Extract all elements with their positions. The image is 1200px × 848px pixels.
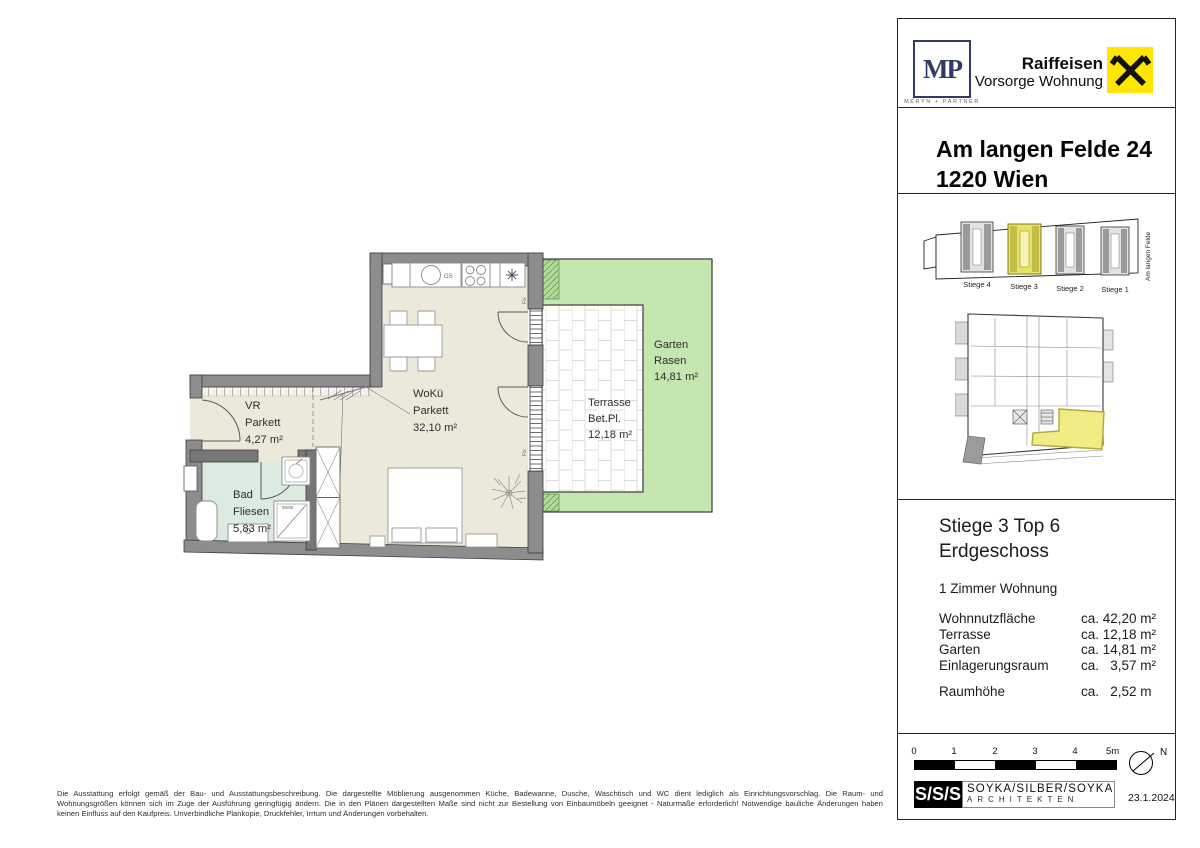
chair: [390, 311, 407, 325]
svg-text:Fliesen: Fliesen: [233, 506, 270, 518]
bush-hatch-bottom: [543, 494, 559, 511]
scale-tick: 2: [992, 746, 998, 757]
svg-text:Parkett: Parkett: [413, 405, 449, 417]
svg-text:4,27 m²: 4,27 m²: [245, 434, 283, 446]
north-arrow-icon: [1124, 744, 1160, 780]
stiege1-label: Stiege 1: [1101, 285, 1129, 294]
table-row: Garten ca. 14,81 m²: [939, 642, 1157, 657]
chair: [418, 311, 435, 325]
stiege4-label: Stiege 4: [963, 280, 991, 289]
disclaimer-line: Wohnungsgrößen können sich im Zuge der Ausführung geringfügig ändern. Die in den Plänen dargestellten Maße sind nicht zur Bestellung von Einbaumöbeln geeignet - Naturmaße erforderlich! Notwendige bauliche Änderungen haben: [57, 798, 883, 808]
svg-text:32,10 m²: 32,10 m²: [413, 422, 458, 434]
room-label-garten: Garten: [654, 339, 689, 351]
scale-tick: 3: [1032, 746, 1038, 757]
wardrobe: [316, 447, 340, 548]
dining-table: [384, 325, 442, 357]
stiege2-label: Stiege 2: [1056, 284, 1084, 293]
north-label: N: [1160, 747, 1168, 758]
wall-left-a: [190, 375, 202, 398]
svg-text:Bet.Pl.: Bet.Pl.: [588, 413, 621, 425]
wall-right-c: [528, 471, 543, 553]
unit-title: [939, 514, 1175, 564]
scale-bar: [914, 760, 1117, 770]
wall-niche: [184, 466, 197, 491]
svg-text:Parkett: Parkett: [245, 417, 281, 429]
logo-section: [898, 19, 1175, 108]
stiege3-label: Stiege 3: [1010, 282, 1038, 291]
bush-hatch-top: [543, 260, 559, 299]
table-row: Einlagerungsraum ca. 3,57 m²: [939, 657, 1157, 673]
mp-logo: [913, 40, 971, 98]
disclaimer: [57, 789, 883, 818]
window-lower: [530, 386, 542, 471]
mp-monogram: MP: [923, 53, 961, 84]
bed-cushion: [392, 528, 421, 542]
wall-right-b: [528, 345, 543, 386]
architect-logo: S/S/S: [914, 781, 962, 808]
site-plan-thumbnail: [918, 211, 1158, 296]
architect-name-box: [962, 781, 1115, 808]
architect-subtitle: ARCHITEKTEN: [967, 795, 1079, 804]
area-table: [939, 611, 1175, 700]
unit-info-section: [898, 500, 1175, 734]
room-label-bad: Bad: [233, 489, 253, 501]
fix-label-top: Fix: [522, 297, 528, 304]
kitchen: [383, 263, 525, 287]
apartment-type: 1 Zimmer Wohnung: [939, 581, 1058, 596]
wall-upper-left: [370, 253, 382, 387]
wall-bath-top-left: [190, 450, 258, 462]
room-label-terrasse: Terrasse: [588, 397, 631, 409]
scale-tick: 4: [1072, 746, 1078, 757]
bed-cushion: [426, 528, 457, 542]
block-stiege4: [961, 222, 993, 272]
block-stiege1: [1101, 227, 1129, 275]
raiffeisen-gable-cross-icon: [1107, 47, 1153, 93]
svg-text:Rasen: Rasen: [654, 355, 687, 367]
wall-annex-top: [190, 375, 370, 387]
terrace-glazing: [530, 309, 542, 471]
kitchen-counter: [392, 263, 525, 287]
room-label-woku: WoKü: [413, 388, 444, 400]
sideboard: [466, 534, 497, 547]
footer-section: [898, 734, 1175, 819]
gable-cross-icon: [1107, 47, 1153, 93]
floor-overview-thumbnail: [955, 306, 1115, 471]
block-stiege3-highlighted: [1008, 224, 1041, 274]
chair: [390, 357, 407, 371]
raiffeisen-wordmark: Raiffeisen Vorsorge Wohnung: [974, 54, 1103, 90]
svg-text:5,83 m²: 5,83 m²: [233, 523, 271, 535]
unit-title-line2: Erdgeschoss: [939, 541, 1049, 562]
room-height-row: Raumhöhe ca. 2,52 m: [939, 684, 1152, 699]
ceiling-hatch-band: [202, 387, 370, 396]
shower-size-label: 90/90: [282, 505, 294, 510]
table-row: Wohnnutzfläche ca. 42,20 m²: [939, 611, 1157, 626]
project-address: [898, 108, 1175, 194]
block-stiege2: [1056, 226, 1084, 274]
street-label: Am langen Felde: [1145, 231, 1152, 281]
chair: [418, 357, 435, 371]
room-label-vr: VR: [245, 400, 261, 412]
scale-tick: 0: [911, 746, 917, 757]
address-line1: Am langen Felde 24: [936, 136, 1153, 162]
address-section: [898, 108, 1175, 194]
disclaimer-line: Die Ausstattung erfolgt gemäß der Bau- und Ausstattungsbeschreibung. Die dargestellte Möblierung ausgenommen Küche, Badewanne, Dusche, Waschtisch und WC dient lediglich als Einrichtungsvorschlag. Die Raum- und: [57, 789, 883, 798]
disclaimer-line: keinen Einfluss auf den Kaufpreis. Unverbindliche Plankopie, Druckfehler, Irrtum und Änderungen vorbehalten.: [57, 808, 429, 818]
key-plans-section: [898, 194, 1175, 500]
svg-text:12,18 m²: 12,18 m²: [588, 429, 633, 441]
dishwasher-label: GS: [444, 274, 453, 280]
wall-right-a: [528, 253, 543, 309]
washing-machine-icon: [282, 457, 310, 485]
scale-tick: 1: [951, 746, 957, 757]
address-line2: 1220 Wien: [936, 166, 1049, 192]
duct: [383, 264, 392, 284]
fix-label-bottom: Fix: [522, 449, 528, 456]
sidebar: [897, 18, 1176, 820]
table-row: Terrasse ca. 12,18 m²: [939, 626, 1157, 642]
window-upper: [530, 309, 542, 345]
svg-text:14,81 m²: 14,81 m²: [654, 371, 699, 383]
bench: [370, 536, 385, 547]
mp-caption: MERYN + PARTNER: [904, 99, 980, 105]
overview-building: [955, 314, 1113, 464]
architect-name: SOYKA/SILBER/SOYKA: [967, 783, 1114, 795]
sink-icon: [422, 266, 441, 285]
plan-date: 23.1.2024: [1128, 792, 1175, 804]
bathtub-icon: [196, 501, 217, 541]
scale-end-label: 5m: [1106, 746, 1120, 757]
unit-title-line1: Stiege 3 Top 6: [939, 516, 1061, 537]
